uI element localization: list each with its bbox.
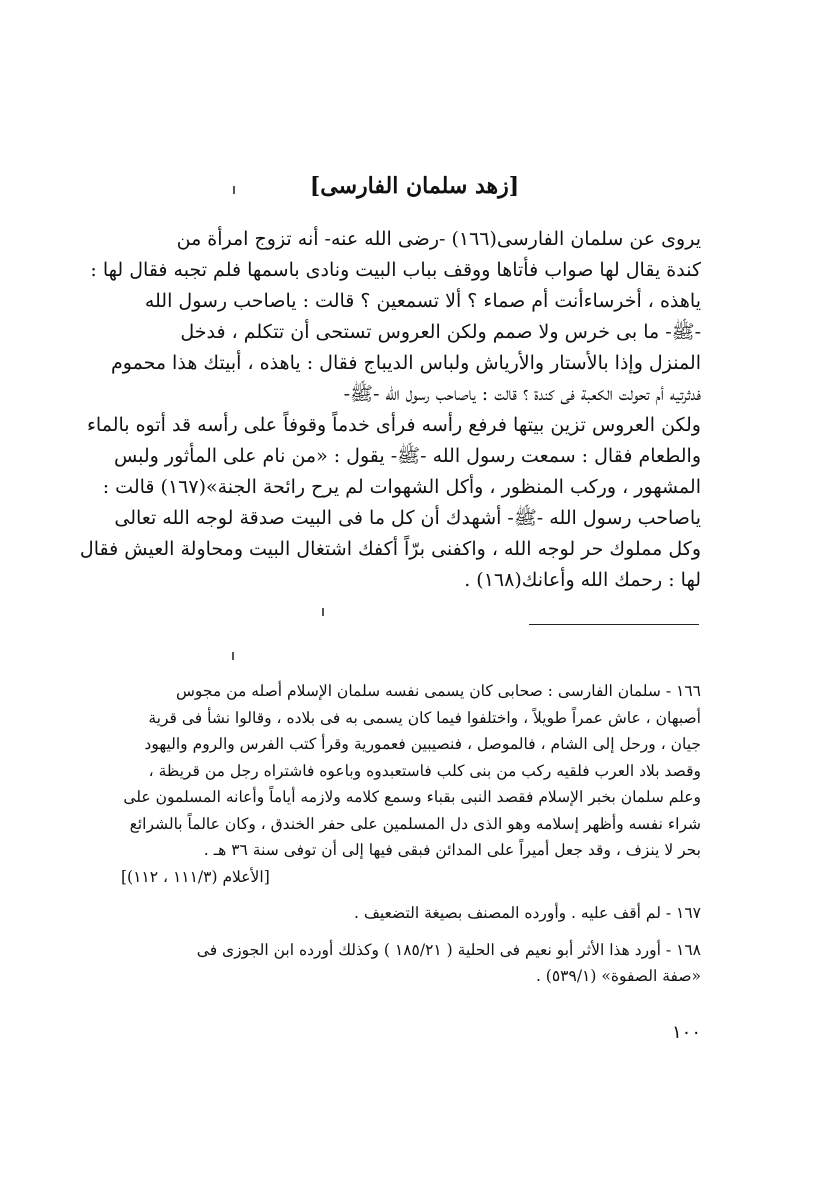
- footnotes-block: [121, 678, 701, 990]
- paragraph-line: لها : رحمك الله وأعانك(١٦٨) .: [464, 569, 701, 591]
- paragraph-line: فدثرتيه أم تحولت الكعبة فى كندة ؟ قالت : ياصاحب رسول الله -ﷺ-: [343, 383, 701, 405]
- footnote-166-line: جيان ، ورحل إلى الشام ، فالموصل ، فنصيبين فعمورية وقرأ كتب الفرس والروم واليهود: [144, 735, 701, 753]
- paragraph-line: كندة يقال لها صواب فأتاها ووقف بباب البيت ونادى باسمها فلم تجبه فقال لها :: [90, 259, 701, 281]
- paragraph-line: ياهذه ، أخرساءأنت أم صماء ؟ ألا تسمعين ؟ قالت : ياصاحب رسول الله: [144, 290, 701, 312]
- paragraph-line: والطعام فقال : سمعت رسول الله -ﷺ- يقول : «من نام على المأثور ولبس: [113, 445, 701, 467]
- print-speck: [232, 652, 234, 660]
- footnote-166-line: وعلم سلمان بخبر الإسلام فقصد النبى بقباء وسمع كلامه ولازمه أياماً وأعانه المسلمون على: [123, 788, 701, 806]
- paragraph-line: المشهور ، وركب المنظور ، وأكل الشهوات لم يرح رائحة الجنة»(١٦٧) قالت :: [102, 476, 701, 498]
- paragraph-line: يروى عن سلمان الفارسى(١٦٦) -رضى الله عنه- أنه تزوج امرأة من: [176, 228, 701, 250]
- footnote-167: ١٦٧ - لم أقف عليه . وأورده المصنف بصيغة التضعيف .: [353, 904, 701, 922]
- footnote-spacer: [121, 890, 701, 900]
- footnote-168-line: «صفة الصفوة» (٥٣٩/١) .: [535, 967, 701, 985]
- print-speck: [322, 608, 324, 616]
- paragraph-line: -ﷺ- ما بى خرس ولا صمم ولكن العروس تستحى أن تتكلم ، فدخل: [180, 321, 701, 343]
- footnote-166-line: أصبهان ، عاش عمراً طويلاً ، واختلفوا فيما كان يسمى به فى بلاده ، وقالوا نشأ فى قرية: [148, 708, 701, 727]
- footnote-168-line: ١٦٨ - أورد هذا الأثر أبو نعيم فى الحلية ( ١٨٥/٢١ ) وكذلك أورده ابن الجوزى فى: [196, 940, 701, 959]
- footnote-166-line: شراء نفسه وأظهر إسلامه وهو الذى دل المسلمين على حفر الخندق ، وكان عالماً بالشرائع: [129, 814, 701, 833]
- paragraph-line: ياصاحب رسول الله -ﷺ- أشهدك أن كل ما فى البيت صدقة لوجه الله تعالى: [114, 507, 701, 529]
- section-title: [زهد سلمان الفارسى]: [309, 173, 520, 199]
- footnote-divider: [529, 624, 699, 625]
- footnote-spacer: [121, 927, 701, 937]
- paragraph-line: ولكن العروس تزين بيتها فرفع رأسه فرأى خدماً وقوفاً على رأسه قد أتوه بالماء: [86, 414, 701, 436]
- print-speck: [233, 186, 235, 194]
- paragraph-line: المنزل وإذا بالأستار والأرياش ولباس الديباج فقال : ياهذه ، أبيتك هذا محموم: [111, 352, 701, 374]
- footnote-166-line: بحر لا ينزف ، وقد جعل أميراً على المدائن فبقى فيها إلى أن توفى سنة ٣٦ هـ .: [203, 841, 701, 859]
- page-number: ١٠٠: [671, 1022, 701, 1043]
- main-paragraph: [79, 224, 701, 596]
- footnote-166-line: وقصد بلاد العرب فلقيه ركب من بنى كلب فاستعبدوه وباعوه فاشتراه رجل من قريظة ،: [148, 761, 701, 780]
- footnote-166-line: ١٦٦ - سلمان الفارسى : صحابى كان يسمى نفسه سلمان الإسلام أصله من مجوس: [176, 682, 701, 700]
- paragraph-line: وكل مملوك حر لوجه الله ، واكفنى برّاً أكفك اشتغال البيت ومحاولة العيش فقال: [79, 538, 701, 560]
- footnote-166-source: [الأعلام (١١١/٣ ، ١١٢)]: [121, 867, 270, 886]
